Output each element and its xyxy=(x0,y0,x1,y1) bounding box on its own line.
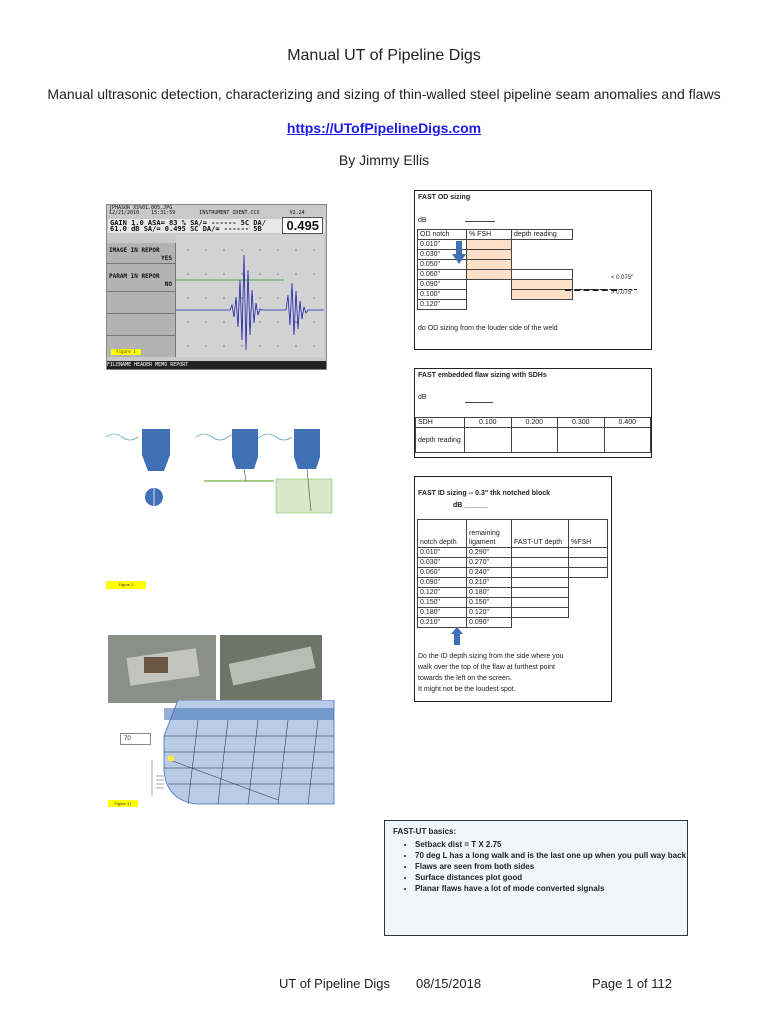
scope-reading: 0.495 xyxy=(282,217,323,234)
od-row-1: 0.010" xyxy=(418,240,467,250)
sdh-label: SDH xyxy=(416,418,465,428)
id-notch: 0.150" xyxy=(418,598,467,608)
scope-header-text: [PHASOR XS%01.005.JPG 12/21/2010 15:31:59 INSTRUMENT IDENT.CCX V2.24 xyxy=(109,205,305,216)
od-depth-cell[interactable] xyxy=(512,290,573,300)
id-ligament: 0.120" xyxy=(467,608,512,618)
photo-probe-on-pipe xyxy=(108,635,216,703)
sdh-400: 0.400 xyxy=(604,418,651,428)
sdh-depth-cell[interactable] xyxy=(558,428,605,453)
basics-title: FAST-UT basics: xyxy=(393,827,457,836)
id-note-line-1: Do the ID depth sizing from the side where you xyxy=(418,653,564,660)
sdh-300: 0.300 xyxy=(558,418,605,428)
gain-line-2: 61.0 dB SA/= 0.495 SC DA/= ------ 5B xyxy=(110,225,262,233)
od-note-less: < 0.075" xyxy=(611,275,634,281)
footer-date: 08/15/2018 xyxy=(416,976,482,991)
angle-box: 70 xyxy=(120,733,151,745)
page-subtitle: Manual ultrasonic detection, characterizing and sizing of thin-walled steel pipeline seam anomalies and flaws xyxy=(47,86,721,102)
sdh-depth-label: depth reading xyxy=(416,428,465,453)
id-fsh-cell[interactable] xyxy=(569,568,608,578)
od-fsh-cell[interactable] xyxy=(467,270,512,280)
od-fsh-cell[interactable] xyxy=(467,250,512,260)
od-col-fsh: % FSH xyxy=(467,230,512,240)
id-notch: 0.120" xyxy=(418,588,467,598)
id-fsh-cell[interactable] xyxy=(569,548,608,558)
id-sizing-table xyxy=(414,476,612,702)
od-row-4: 0.060" xyxy=(418,270,467,280)
od-col-notch: OD notch xyxy=(418,230,467,240)
down-arrow-icon xyxy=(452,241,466,265)
id-fastut-cell[interactable] xyxy=(512,608,569,618)
up-arrow-icon xyxy=(451,627,463,645)
id-ligament: 0.210" xyxy=(467,578,512,588)
sdh-100: 0.100 xyxy=(465,418,512,428)
od-depth-cell[interactable] xyxy=(512,280,573,290)
id-ligament: 0.240" xyxy=(467,568,512,578)
od-row-7: 0.120" xyxy=(418,300,467,310)
id-ligament: 0.150" xyxy=(467,598,512,608)
od-row-5: 0.090" xyxy=(418,280,467,290)
id-db-label: dB ______ xyxy=(453,502,488,509)
id-fastut-cell[interactable] xyxy=(512,558,569,568)
id-table-title: FAST ID sizing -- 0.3" thk notched block xyxy=(418,490,551,497)
od-table-title: FAST OD sizing xyxy=(418,194,471,201)
id-notch: 0.090" xyxy=(418,578,467,588)
basics-item: • Surface distances plot good xyxy=(415,873,687,882)
sdh-grid xyxy=(415,417,651,453)
id-notch: 0.010" xyxy=(418,548,467,558)
id-note-line-4: It might not be the loudest spot. xyxy=(418,686,516,693)
param-in-report-value: NO xyxy=(164,281,172,288)
beam-plot-diagram xyxy=(108,700,338,810)
id-grid xyxy=(417,519,608,628)
id-notch: 0.060" xyxy=(418,568,467,578)
basics-item: • Setback dist = T X 2.75 xyxy=(415,840,687,849)
scope-menu-bar: FILENAME HEADER MEMO REPORT xyxy=(107,361,326,369)
image-in-report-label: IMAGE IN REPOR xyxy=(109,247,160,254)
figure-1-tag: Figure 1 xyxy=(111,349,141,355)
id-col-fsh: %FSH xyxy=(569,520,608,548)
gain-line-1: GAIN 1.0 ASA= 83 % SA/= ------ 5C DA/ xyxy=(110,219,266,227)
id-ligament: 0.290" xyxy=(467,548,512,558)
od-row-2: 0.030" xyxy=(418,250,467,260)
website-link[interactable]: https://UTofPipelineDigs.com xyxy=(286,120,482,136)
sdh-depth-cell[interactable] xyxy=(465,428,512,453)
ut-scope-screenshot xyxy=(106,204,327,370)
id-ligament: 0.090" xyxy=(467,618,512,628)
figure-17-tag: Figure 17 xyxy=(108,800,138,807)
id-notch: 0.210" xyxy=(418,618,467,628)
basics-item: • Flaws are seen from both sides xyxy=(415,862,687,871)
od-sizing-table xyxy=(414,190,652,350)
od-table-footer: do OD sizing from the louder side of the weld xyxy=(418,325,558,332)
id-col-fastut: FAST-UT depth xyxy=(512,520,569,548)
od-note-greater: > 0.075" xyxy=(611,290,634,296)
id-notch: 0.030" xyxy=(418,558,467,568)
id-col-notch: notch depth xyxy=(418,520,467,548)
id-col-ligament: remaining ligament xyxy=(467,520,512,548)
od-col-depth: depth reading xyxy=(512,230,573,240)
od-db-label: dB xyxy=(418,217,427,224)
image-in-report-value: YES xyxy=(161,255,172,262)
footer-page-number: Page 1 of 112 xyxy=(592,976,672,991)
id-fastut-cell[interactable] xyxy=(512,568,569,578)
scope-gain-text xyxy=(110,220,266,232)
sdh-depth-cell[interactable] xyxy=(511,428,558,453)
id-ligament: 0.270" xyxy=(467,558,512,568)
od-depth-cell[interactable] xyxy=(512,270,573,280)
id-note-line-3: towards the left on the screen. xyxy=(418,675,512,682)
scope-side-panel xyxy=(107,243,176,357)
id-fastut-cell[interactable] xyxy=(512,588,569,598)
sdh-sizing-table xyxy=(414,368,652,458)
od-grid xyxy=(417,229,573,310)
basics-item: • Planar flaws have a lot of mode converted signals xyxy=(415,884,687,893)
fast-ut-basics-box xyxy=(384,820,688,936)
id-table-note xyxy=(418,651,564,695)
od-row-6: 0.100" xyxy=(418,290,467,300)
sdh-table-title: FAST embedded flaw sizing with SDHs xyxy=(418,372,547,379)
id-ligament: 0.180" xyxy=(467,588,512,598)
id-fastut-cell[interactable] xyxy=(512,548,569,558)
basics-list xyxy=(385,840,687,893)
photo-ruler xyxy=(220,635,322,703)
id-fastut-cell[interactable] xyxy=(512,598,569,608)
id-fsh-cell[interactable] xyxy=(569,558,608,568)
sdh-db-label: dB xyxy=(418,394,427,401)
sdh-200: 0.200 xyxy=(511,418,558,428)
probe-diagrams xyxy=(104,425,334,521)
page-title: Manual UT of Pipeline Digs xyxy=(287,47,481,64)
od-fsh-cell[interactable] xyxy=(467,240,512,250)
sdh-depth-cell[interactable] xyxy=(604,428,651,453)
id-notch: 0.180" xyxy=(418,608,467,618)
od-row-3: 0.050" xyxy=(418,260,467,270)
id-note-line-2: walk over the top of the flaw at furthest point xyxy=(418,664,555,671)
footer-doc-title: UT of Pipeline Digs xyxy=(279,976,391,991)
scope-waveform xyxy=(176,235,324,357)
id-fastut-cell[interactable] xyxy=(512,578,569,588)
param-in-report-label: PARAM IN REPOR xyxy=(109,273,160,280)
od-fsh-cell[interactable] xyxy=(467,260,512,270)
author-byline: By Jimmy Ellis xyxy=(338,152,430,168)
figure-2-tag: Figure 2 xyxy=(106,581,146,589)
basics-item: • 70 deg L has a long walk and is the last one up when you pull way back xyxy=(415,851,687,860)
